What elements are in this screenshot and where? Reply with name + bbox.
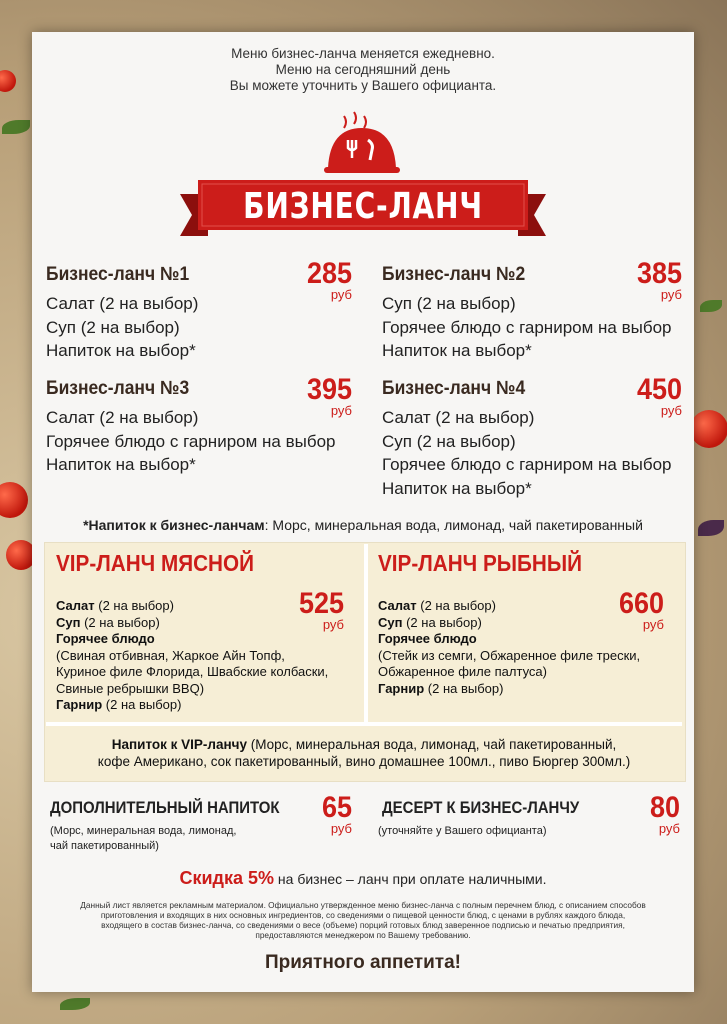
dessert-line: (уточняйте у Вашего официанта) [378, 825, 547, 837]
vip-item-note: (2 на выбор) [80, 614, 160, 630]
intro-text [32, 46, 694, 94]
extra-drink-line: (Морс, минеральная вода, лимонад, [50, 825, 237, 837]
lunch-1-price [272, 257, 352, 302]
lunch-item: Салат (2 на выбор) [46, 294, 199, 313]
extra-drink-title: ДОПОЛНИТЕЛЬНЫЙ НАПИТОК [50, 798, 280, 817]
legal-line: приготовления и входящих в них основных ингредиентов, со сведениями о пищевой ценности блюд, с ценами в рублях каждого блюда, [100, 910, 626, 920]
lunch-item: Суп (2 на выбор) [382, 294, 516, 313]
lunch-title: Бизнес-ланч №1 [46, 264, 190, 285]
discount-text: на бизнес – ланч при оплате наличными. [274, 871, 547, 887]
closing-text: Приятного аппетита! [265, 952, 461, 973]
lunch-item: Горячее блюдо с гарниром на выбор [382, 317, 672, 337]
vip-item-note: Обжаренное филе палтуса) [378, 664, 547, 679]
lunch-2-price [602, 257, 682, 302]
vip-divider [46, 722, 682, 726]
intro-line: Меню на сегодняшний день [275, 62, 451, 77]
lunch-item: Напиток на выбор* [382, 341, 532, 360]
vip-item-note: Свиные ребрышки BBQ) [56, 680, 205, 696]
lunch-item: Салат (2 на выбор) [46, 408, 199, 427]
extra-drink-price [272, 791, 352, 836]
extra-drink-line: чай пакетированный) [50, 839, 159, 852]
vip-item-note: (2 на выбор) [424, 680, 504, 696]
lunch-title: Бизнес-ланч №3 [46, 378, 190, 399]
price-value: 385 [636, 257, 682, 290]
legal-line: входящего в состав бизнес-ланча, со сведениями о весе (объеме) порций готовых блюд заверенное подписью и печатью предприятия, [101, 920, 625, 930]
drinks-note-text: : Морс, минеральная вода, лимонад, чай пакетированный [264, 517, 643, 533]
extra-drink-desc [50, 824, 236, 853]
price-value: 450 [636, 373, 682, 406]
price-value: 65 [321, 791, 352, 824]
banner-title: БИЗНЕС-ЛАНЧ [243, 186, 483, 227]
vip-item-note: Куриное филе Флорида, Швабские колбаски, [56, 664, 329, 679]
lunch-item: Салат (2 на выбор) [382, 408, 535, 427]
lunch-title: Бизнес-ланч №2 [382, 264, 526, 285]
price-currency: руб [642, 617, 664, 632]
vip-item-label: Суп [378, 614, 403, 630]
price-currency: руб [658, 821, 680, 836]
discount-note [32, 868, 694, 889]
vip-drink-text: (Морс, минеральная вода, лимонад, чай пакетированный, [246, 737, 617, 752]
dessert-desc [378, 824, 547, 839]
tomato-decoration [690, 410, 727, 448]
lunch-item: Горячее блюдо с гарниром на выбор [382, 455, 672, 474]
legal-notice [72, 900, 654, 940]
vip-item-note: (2 на выбор) [94, 598, 174, 613]
price-currency: руб [660, 403, 682, 418]
vip-meat-title: VIP-ЛАНЧ МЯСНОЙ [56, 550, 254, 576]
dessert-title: ДЕСЕРТ К БИЗНЕС-ЛАНЧУ [382, 798, 580, 817]
drinks-note [32, 517, 694, 533]
legal-line: предоставляются менеджером по Вашему требованию. [255, 930, 471, 940]
vip-item-label: Салат [56, 598, 95, 613]
price-currency: руб [660, 287, 682, 302]
menu-sheet [32, 32, 694, 992]
price-value: 525 [298, 587, 344, 620]
intro-line: Меню бизнес-ланча меняется ежедневно. [231, 46, 495, 61]
discount-highlight: Скидка 5% [179, 868, 275, 888]
vip-item-label: Горячее блюдо [56, 631, 155, 646]
price-currency: руб [330, 403, 352, 418]
cloche-icon [322, 110, 402, 180]
vip-item-note: (Стейк из семги, Обжаренное филе трески, [378, 647, 641, 663]
dessert-price [600, 791, 680, 836]
vip-drink-label: Напиток к VIP-ланчу [111, 737, 247, 752]
lunch-item: Напиток на выбор* [382, 478, 532, 498]
vip-item-label: Гарнир [378, 680, 425, 696]
legal-line: Данный лист является рекламным материалом. Официально утвержденное меню бизнес-ланча с полным перечнем блюд, с описанием способов [80, 900, 646, 910]
lunch-3-price [272, 373, 352, 418]
vip-divider [364, 544, 368, 722]
price-currency: руб [330, 287, 352, 302]
price-currency: руб [322, 617, 344, 632]
vip-item-note: (2 на выбор) [402, 614, 482, 630]
lunch-item: Суп (2 на выбор) [46, 317, 180, 337]
lunch-item: Суп (2 на выбор) [382, 431, 516, 451]
vip-item-label: Гарнир [56, 697, 103, 712]
intro-line: Вы можете уточнить у Вашего официанта. [229, 78, 497, 93]
lunch-item: Напиток на выбор* [46, 341, 196, 360]
vip-item-note: (Свиная отбивная, Жаркое Айн Топф, [56, 647, 285, 663]
price-value: 660 [618, 587, 664, 620]
vip-item-label: Салат [378, 598, 417, 613]
vip-item-note: (2 на выбор) [416, 598, 496, 613]
lunch-4-price [602, 373, 682, 418]
price-value: 80 [649, 791, 680, 824]
vip-drink-note [46, 736, 682, 770]
vip-fish-price [584, 587, 664, 632]
drinks-note-label: *Напиток к бизнес-ланчам [83, 517, 265, 533]
price-value: 395 [306, 373, 352, 406]
vip-item-label: Горячее блюдо [378, 631, 477, 646]
price-value: 285 [306, 257, 352, 290]
vip-item-note: (2 на выбор) [102, 697, 182, 712]
lunch-item: Напиток на выбор* [46, 455, 196, 474]
vip-fish-title: VIP-ЛАНЧ РЫБНЫЙ [378, 550, 583, 576]
lunch-1 [46, 264, 202, 363]
lunch-title: Бизнес-ланч №4 [382, 378, 526, 399]
lunch-item: Горячее блюдо с гарниром на выбор [46, 431, 336, 451]
vip-item-label: Суп [56, 614, 81, 630]
vip-meat-price [264, 587, 344, 632]
vip-drink-text: кофе Американо, сок пакетированный, вино домашнее 100мл., пиво Бюргер 300мл.) [97, 754, 631, 769]
price-currency: руб [330, 821, 352, 836]
